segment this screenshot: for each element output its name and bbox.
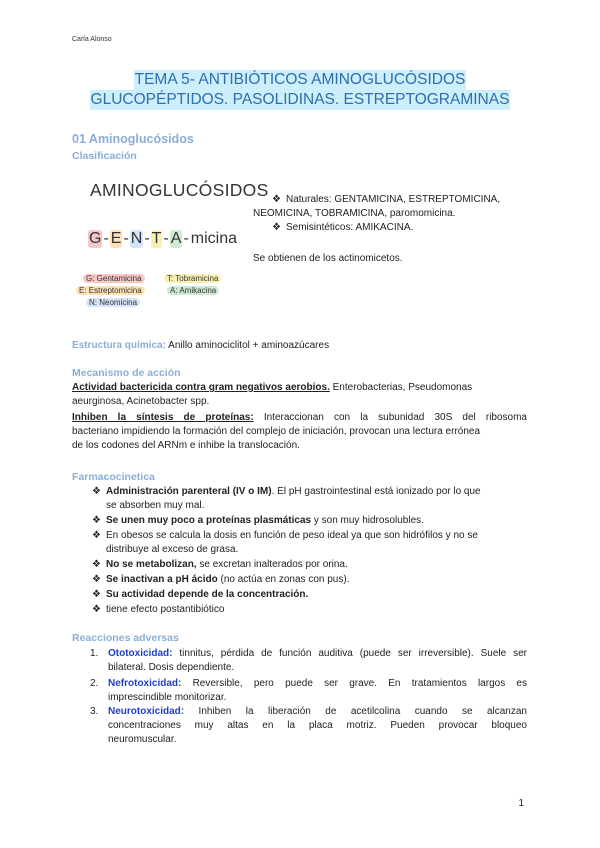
farmaco-item-4-rest: se excretan inalterados por orina. xyxy=(196,559,348,570)
farmaco-item-3-cont: distribuye al exceso de grasa. xyxy=(106,544,239,555)
diamond-bullet-icon: ❖ xyxy=(92,486,101,497)
mnemonic-suffix: micina xyxy=(190,230,238,247)
naturales-label: Naturales: xyxy=(286,194,332,205)
actividad-text-2: aeurginosa, Acinetobacter spp. xyxy=(72,396,210,407)
mnemonic-letter-a: A xyxy=(170,230,182,247)
farmaco-item-1-rest: . El pH gastrointestinal está ionizado por lo que xyxy=(271,486,481,497)
page-title xyxy=(0,70,600,110)
reaccion-2 xyxy=(108,677,527,705)
farmaco-item-4-bold: No se metabolizan, xyxy=(106,559,197,570)
reaccion-1-line1: tinnitus, pérdida de función auditiva (puede ser irreversible). Suele ser xyxy=(172,648,527,659)
legend-tobramicina: T: Tobramicina xyxy=(164,274,221,283)
diamond-bullet-icon: ❖ xyxy=(272,194,281,205)
mnemonic-dash: - xyxy=(144,230,150,247)
farmaco-item-1 xyxy=(92,485,532,513)
farmaco-item-3 xyxy=(92,529,532,557)
mnemonic xyxy=(88,230,238,248)
reaccion-3-label: Neurotoxicidad: xyxy=(108,706,185,717)
author-name: Carla Alonso xyxy=(72,36,112,43)
inhiben-label: Inhiben la síntesis de proteínas: xyxy=(72,412,254,423)
farmaco-item-2 xyxy=(92,514,532,528)
mnemonic-dash: - xyxy=(183,230,189,247)
diamond-bullet-icon: ❖ xyxy=(272,222,281,233)
mnemonic-letter-g: G xyxy=(89,230,102,247)
figure-title: AMINOGLUCÓSIDOS xyxy=(90,180,269,200)
legend-gentamicina: G: Gentamicina xyxy=(83,274,145,283)
reaccion-2-number: 2. xyxy=(90,678,99,689)
title-line-2: GLUCOPÉPTIDOS. PASOLIDINAS. ESTREPTOGRAMINAS xyxy=(90,91,510,108)
reaccion-3-number: 3. xyxy=(90,706,99,717)
legend-estreptomicina: E: Estreptomicina xyxy=(76,286,145,295)
farmaco-item-1-cont: se absorben muy mal. xyxy=(106,500,205,511)
actividad-label: Actividad bactericida contra gram negativos aerobios. xyxy=(72,382,330,393)
legend-neomicina: N: Neomicina xyxy=(86,298,140,307)
naturales-line2: NEOMICINA, TOBRAMICINA, paromomicina. xyxy=(253,208,456,219)
inhiben-text-3: de los codones del ARNm e inhibe la translocación. xyxy=(72,440,300,451)
farmaco-item-7-rest: tiene efecto postantibiótico xyxy=(106,604,225,615)
actividad-text-1: Enterobacterias, Pseudomonas xyxy=(332,382,473,393)
reaccion-2-label: Nefrotoxicidad: xyxy=(108,678,182,689)
reaccion-1-number: 1. xyxy=(90,648,99,659)
mecanismo-heading: Mecanismo de acción xyxy=(72,367,181,379)
mnemonic-letter-t: T xyxy=(151,230,162,247)
naturales-line xyxy=(272,193,500,207)
estructura-value: Anillo aminociclitol + aminoazúcares xyxy=(168,340,330,351)
title-line-1: TEMA 5- ANTIBIÓTICOS AMINOGLUCÓSIDOS xyxy=(134,71,466,88)
farmaco-item-5 xyxy=(92,573,532,587)
reaccion-1-line2: bilateral. Dosis dependiente. xyxy=(108,662,235,673)
reaccion-3-line2: concentraciones muy altas en la placa motriz. Pueden provocar bloqueo xyxy=(108,720,527,731)
estructura-label: Estructura química: xyxy=(72,340,166,351)
naturales-line1: GENTAMICINA, ESTREPTOMICINA, xyxy=(334,194,501,205)
legend-amikacina: A: Amikacina xyxy=(167,286,219,295)
reacciones-heading: Reacciones adversas xyxy=(72,632,179,644)
semisinteticos-label: Semisintéticos: xyxy=(286,222,354,233)
farmaco-item-3-rest: En obesos se calcula la dosis en función de peso ideal ya que son hidrófilos y no se xyxy=(106,530,478,541)
farmaco-item-2-bold: Se unen muy poco a proteínas plasmáticas xyxy=(106,515,312,526)
diamond-bullet-icon: ❖ xyxy=(92,589,101,600)
mnemonic-dash: - xyxy=(103,230,109,247)
mnemonic-dash: - xyxy=(123,230,129,247)
diamond-bullet-icon: ❖ xyxy=(92,574,101,585)
farmaco-item-5-bold: Se inactivan a pH ácido xyxy=(106,574,218,585)
actividad-paragraph xyxy=(72,381,527,409)
mnemonic-dash: - xyxy=(163,230,169,247)
farmacocinetica-heading: Farmacocinetica xyxy=(72,471,155,483)
origin-text: Se obtienen de los actinomicetos. xyxy=(253,253,403,264)
farmaco-item-6 xyxy=(92,588,532,602)
reaccion-3-line3: neuromuscular. xyxy=(108,734,177,745)
reaccion-1 xyxy=(108,647,527,675)
farmaco-item-1-bold: Administración parenteral (IV o IM) xyxy=(106,486,272,497)
farmaco-item-7 xyxy=(92,603,532,617)
inhiben-text-2: bacteriano impidiendo la formación del complejo de iniciación, provocan una lectura errónea xyxy=(72,426,481,437)
reaccion-2-line1: Reversible, pero puede ser grave. En tratamientos largos es xyxy=(181,678,527,689)
farmaco-item-6-bold: Su actividad depende de la concentración. xyxy=(106,589,309,600)
page-number: 1 xyxy=(518,798,524,809)
estructura-line xyxy=(72,339,329,353)
reaccion-3 xyxy=(108,705,527,747)
semisinteticos-value: AMIKACINA. xyxy=(355,222,414,233)
diamond-bullet-icon: ❖ xyxy=(92,559,101,570)
farmaco-item-4 xyxy=(92,558,532,572)
reaccion-2-line2: imprescindible monitorizar. xyxy=(108,692,227,703)
semisinteticos-line xyxy=(272,221,413,235)
farmaco-item-5-rest: (no actúa en zonas con pus). xyxy=(217,574,350,585)
diamond-bullet-icon: ❖ xyxy=(92,530,101,541)
mnemonic-letter-e: E xyxy=(110,230,122,247)
reaccion-3-line1: Inhiben la liberación de acetilcolina cuando se alcanzan xyxy=(184,706,527,717)
mnemonic-letter-n: N xyxy=(130,230,143,247)
farmaco-item-2-rest: y son muy hidrosolubles. xyxy=(311,515,424,526)
inhiben-paragraph xyxy=(72,411,527,453)
section-subheading: Clasificación xyxy=(72,150,137,162)
inhiben-text-1: Interaccionan con la subunidad 30S del ribosoma xyxy=(263,412,527,423)
diamond-bullet-icon: ❖ xyxy=(92,515,101,526)
diamond-bullet-icon: ❖ xyxy=(92,604,101,615)
section-heading: 01 Aminoglucósidos xyxy=(72,132,194,146)
reaccion-1-label: Ototoxicidad: xyxy=(108,648,173,659)
